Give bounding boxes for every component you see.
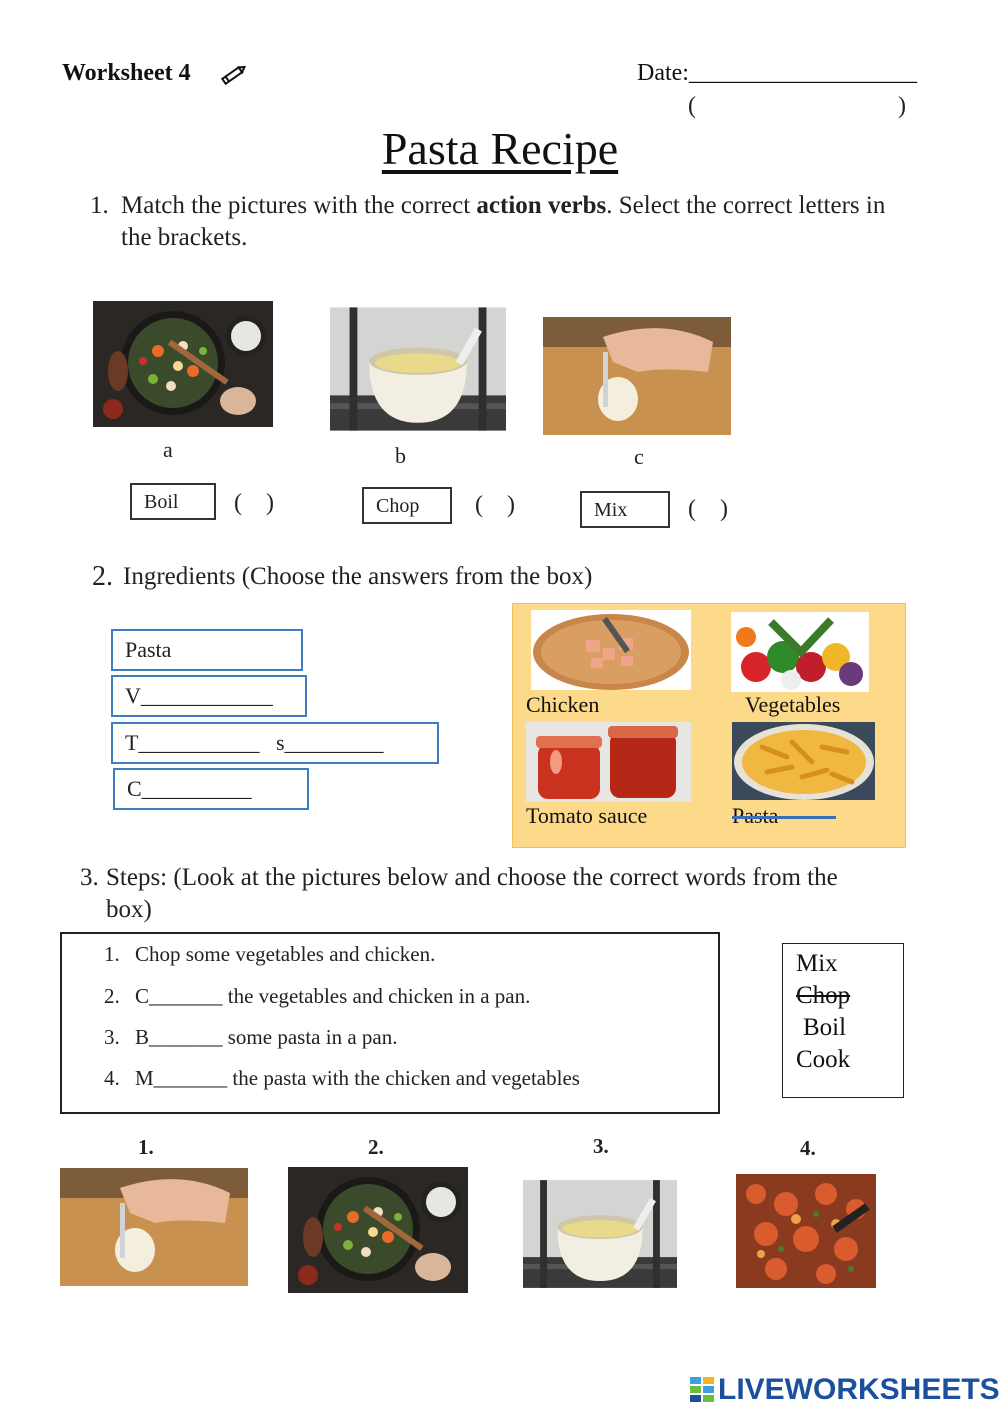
- liveworksheets-logo-text: LIVEWORKSHEETS: [718, 1373, 1000, 1406]
- stir-fry-pan-photo: [288, 1167, 468, 1293]
- ingredient-answer-vegetables[interactable]: V____________: [111, 675, 307, 717]
- option-chicken-label: Chicken: [526, 692, 600, 717]
- chicken-on-board-photo: [531, 610, 691, 690]
- ingredients-option-panel: [512, 603, 906, 848]
- page-title: Pasta Recipe: [381, 123, 619, 174]
- question-3-text: Steps: (Look at the pictures below and choose the correct words from the box): [106, 864, 838, 923]
- step-3-text[interactable]: B_______ some pasta in a pan.: [135, 1025, 398, 1049]
- boiling-pasta-pot-photo: [330, 306, 506, 432]
- word-cook: Cook: [796, 1046, 851, 1073]
- word-bank-box: [782, 943, 904, 1098]
- vegetables-photo: [731, 612, 869, 692]
- step-4-text[interactable]: M_______ the pasta with the chicken and vegetables: [135, 1066, 580, 1090]
- question-1-text: Match the pictures with the correct action verbs. Select the correct letters in the brackets.: [121, 192, 886, 251]
- step-picture-number-1: 1.: [138, 1135, 154, 1159]
- ingredient-answer-pasta: Pasta: [111, 629, 303, 671]
- tomato-sauce-jars-photo: [526, 722, 691, 802]
- answer-bracket-mix[interactable]: ( ): [688, 496, 728, 522]
- boiling-pasta-pot-photo: [523, 1178, 677, 1290]
- step-picture-number-3: 3.: [593, 1134, 609, 1158]
- verb-box-mix: Mix: [580, 491, 670, 528]
- steps-box: [60, 932, 720, 1114]
- pencil-icon: [218, 62, 248, 88]
- step-2-text[interactable]: C_______ the vegetables and chicken in a pan.: [135, 984, 531, 1008]
- question-3-number: 3.: [80, 864, 99, 891]
- ingredient-answer-tomato-sauce[interactable]: T___________ s_________: [111, 722, 439, 764]
- verb-box-chop: Chop: [362, 487, 452, 524]
- step-3-number: 3.: [104, 1025, 120, 1049]
- step-2-number: 2.: [104, 984, 120, 1008]
- penne-bowl-photo: [732, 722, 875, 800]
- picture-letter-b: b: [395, 443, 406, 468]
- step-1-number: 1.: [104, 942, 120, 966]
- word-boil: Boil: [803, 1014, 847, 1041]
- question-1-number: 1.: [90, 192, 109, 219]
- date-paren-open: (: [688, 93, 696, 119]
- answer-bracket-boil[interactable]: ( ): [234, 490, 274, 516]
- verb-box-boil: Boil: [130, 483, 216, 520]
- liveworksheets-mark-icon: [690, 1377, 714, 1403]
- step-4-number: 4.: [104, 1066, 120, 1090]
- step-1-text: Chop some vegetables and chicken.: [135, 942, 436, 966]
- step-picture-number-4: 4.: [800, 1136, 816, 1160]
- date-paren-close: ): [898, 93, 906, 119]
- liveworksheets-logo: [690, 1375, 1000, 1405]
- option-vegetables-label: Vegetables: [745, 692, 841, 717]
- date-field[interactable]: Date:___________________: [637, 60, 917, 86]
- ingredient-answer-chicken[interactable]: C__________: [113, 768, 309, 810]
- stir-fry-pan-photo: [93, 301, 273, 427]
- picture-letter-c: c: [634, 444, 644, 469]
- question-2-number: 2.: [92, 561, 113, 592]
- question-2-text: Ingredients (Choose the answers from the box): [123, 563, 593, 590]
- option-tomato-sauce-label: Tomato sauce: [526, 803, 648, 828]
- pasta-dish-photo: [736, 1174, 876, 1288]
- pasta-strikethrough: [732, 816, 836, 819]
- answer-bracket-chop[interactable]: ( ): [475, 492, 515, 518]
- word-chop-crossed: Chop: [796, 982, 851, 1009]
- step-picture-number-2: 2.: [368, 1135, 384, 1159]
- word-mix: Mix: [796, 950, 838, 977]
- chopping-onion-photo: [60, 1168, 248, 1286]
- picture-letter-a: a: [163, 437, 173, 462]
- action-verbs-emphasis: action verbs: [476, 192, 607, 219]
- chopping-onion-photo: [543, 317, 731, 435]
- worksheet-title: Worksheet 4: [62, 60, 191, 86]
